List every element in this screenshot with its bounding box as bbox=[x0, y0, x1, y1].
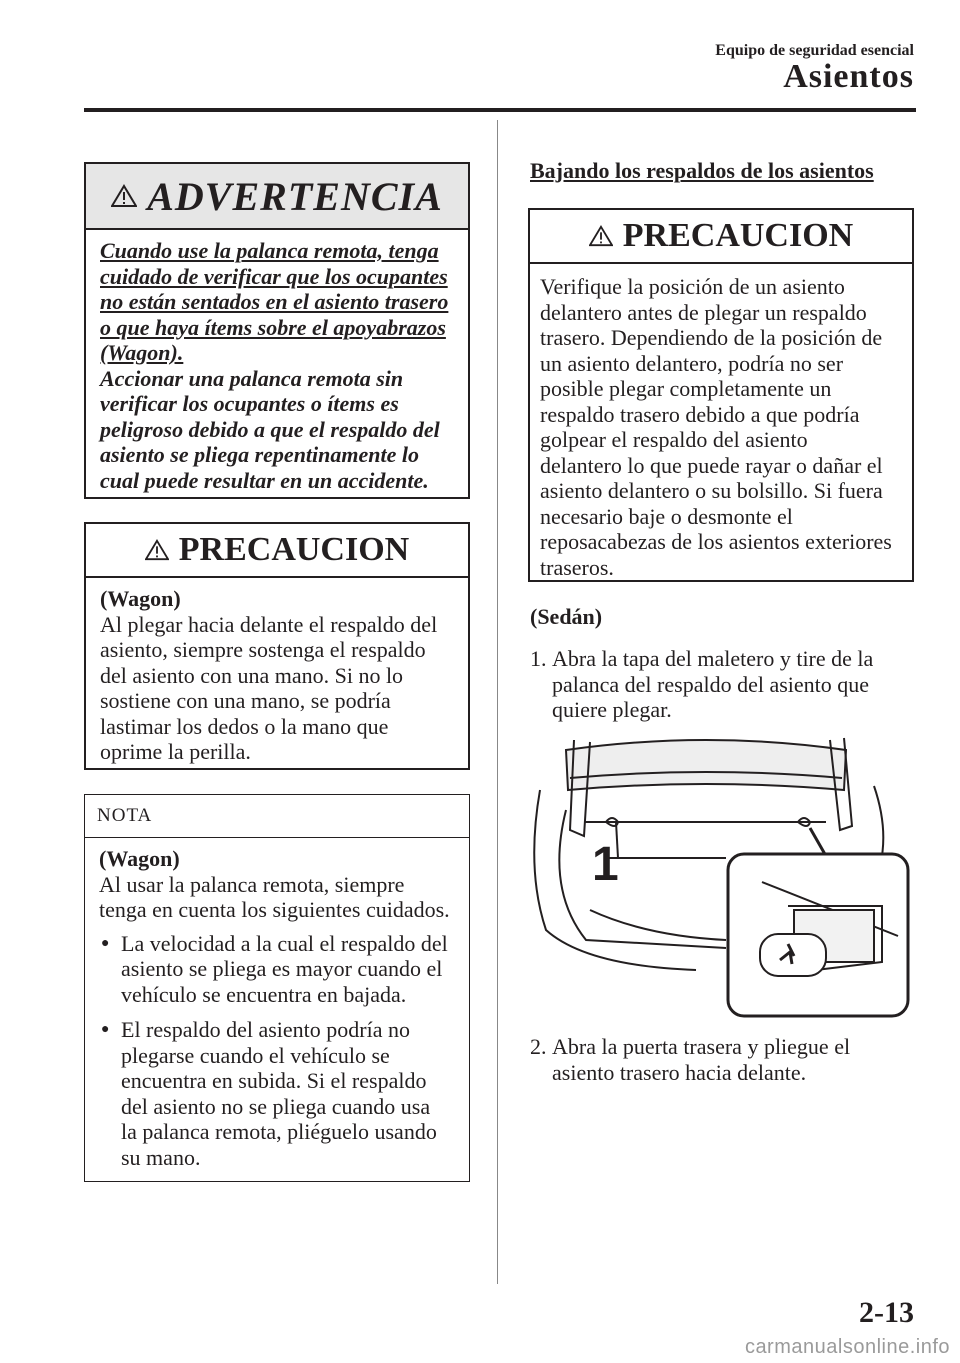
note-line: Al usar la palanca remota, siempre bbox=[99, 871, 405, 897]
warning-line: asiento se pliega repentinamente lo bbox=[100, 442, 419, 467]
caution-line: sostiene con una mano, se podría bbox=[100, 688, 391, 713]
caution-box-seat bbox=[528, 208, 914, 582]
caution-line: reposacabezas de los asientos exteriores bbox=[540, 529, 892, 554]
note-body bbox=[85, 838, 469, 1192]
caution-line: necesario baje o desmonte el bbox=[540, 503, 793, 529]
note-box bbox=[84, 794, 470, 1182]
step-line: quiere plegar. bbox=[552, 697, 672, 722]
caution-body bbox=[86, 578, 468, 777]
section-title: Bajando los respaldos de los asientos bbox=[530, 158, 874, 183]
note-bullet-line: la palanca remota, pliéguelo usando bbox=[121, 1119, 437, 1144]
caution-line: trasero. Dependiendo de la posición de bbox=[540, 325, 883, 350]
caution-subtitle: (Wagon) bbox=[100, 586, 181, 611]
column-divider bbox=[497, 120, 498, 1284]
sedan-label: (Sedán) bbox=[530, 604, 603, 629]
caution-line: delantero lo que puede rayar o dañar el bbox=[540, 452, 883, 478]
note-bullet-line: su mano. bbox=[121, 1144, 201, 1170]
caution-title: PRECAUCION bbox=[178, 531, 410, 568]
caution-title: PRECAUCION bbox=[622, 217, 854, 254]
note-bullet-line: ● La velocidad a la cual el respaldo del bbox=[121, 930, 448, 956]
list-item bbox=[99, 1017, 457, 1170]
caution-line: delantero antes de plegar un respaldo bbox=[540, 299, 867, 325]
note-subtitle: (Wagon) bbox=[99, 846, 180, 871]
note-bullet-line: asiento se pliega es mayor cuando el bbox=[121, 956, 443, 981]
warning-line: o que haya ítems sobre el apoyabrazos bbox=[100, 314, 446, 340]
watermark: carmanualsonline.info bbox=[744, 1336, 950, 1358]
caution-line: oprime la perilla. bbox=[100, 739, 251, 764]
caution-line: lastimar los dedos o la mano que bbox=[100, 713, 389, 739]
warning-header bbox=[86, 164, 468, 230]
caution-line: posible plegar completamente un bbox=[540, 376, 832, 401]
caution-line: asiento delantero o su bolsillo. Si fuera bbox=[540, 478, 883, 503]
header-rule bbox=[84, 108, 916, 112]
warning-line: Accionar una palanca remota sin bbox=[100, 365, 404, 391]
caution-box-wagon bbox=[84, 522, 470, 770]
header-section: Equipo de seguridad esencial bbox=[715, 42, 914, 59]
warning-line: cual puede resultar en un accidente. bbox=[100, 467, 429, 493]
step-number: 2. bbox=[530, 1034, 547, 1059]
caution-line: Verifique la posición de un asiento bbox=[540, 274, 845, 299]
warning-line: (Wagon). bbox=[100, 340, 184, 365]
note-bullet-line: ● El respaldo del asiento podría no bbox=[121, 1017, 410, 1042]
caution-line: golpear el respaldo del asiento bbox=[540, 427, 808, 452]
warning-line: Cuando use la palanca remota, tenga bbox=[100, 238, 439, 263]
note-bullet-line: del asiento no se pliega cuando usa bbox=[121, 1093, 431, 1119]
note-header bbox=[85, 795, 469, 838]
step-line: Abra la tapa del maletero y tire de la bbox=[552, 646, 874, 671]
list-item bbox=[99, 931, 457, 1008]
step-line: Abra la puerta trasera y pliegue el bbox=[552, 1034, 851, 1059]
step-2 bbox=[530, 1034, 850, 1085]
warning-line: no están sentados en el asiento trasero bbox=[100, 289, 449, 314]
page-title: Asientos bbox=[783, 58, 914, 95]
warning-box bbox=[84, 162, 470, 499]
note-bullet-line: encuentra en subida. Si el respaldo bbox=[121, 1068, 427, 1093]
warning-title: ADVERTENCIA bbox=[147, 173, 443, 219]
caution-line: asiento, siempre sostenga el respaldo bbox=[100, 637, 426, 662]
step-1 bbox=[530, 646, 873, 723]
caution-line: un asiento delantero, podría no ser bbox=[540, 350, 844, 376]
caution-line: del asiento con una mano. Si no lo bbox=[100, 662, 404, 688]
caution-line: traseros. bbox=[540, 554, 614, 580]
step-number: 1. bbox=[530, 646, 547, 671]
caution-body bbox=[530, 264, 912, 592]
page-number: 2-13 bbox=[859, 1296, 914, 1329]
caution-header bbox=[530, 210, 912, 264]
caution-line: Al plegar hacia delante el respaldo del bbox=[100, 611, 438, 637]
warning-body bbox=[86, 230, 468, 505]
caution-line: respaldo trasero debido a que podría bbox=[540, 401, 860, 427]
note-bullet-list bbox=[99, 931, 457, 1171]
note-bullet-line: vehículo se encuentra en bajada. bbox=[121, 981, 407, 1007]
warning-triangle-icon bbox=[111, 184, 137, 208]
caution-header bbox=[86, 524, 468, 578]
step-line: palanca del respaldo del asiento que bbox=[552, 671, 870, 697]
trunk-illustration bbox=[526, 730, 912, 1020]
warning-line: peligroso debido a que el respaldo del bbox=[100, 416, 440, 442]
note-bullet-line: plegarse cuando el vehículo se bbox=[121, 1042, 390, 1068]
warning-triangle-icon bbox=[589, 225, 613, 247]
note-title: NOTA bbox=[97, 805, 153, 826]
figure-callout-number: 1 bbox=[592, 838, 619, 891]
step-line: asiento trasero hacia delante. bbox=[552, 1059, 807, 1085]
warning-line: cuidado de verificar que los ocupantes bbox=[100, 263, 448, 289]
warning-line: verificar los ocupantes o ítems es bbox=[100, 391, 399, 416]
warning-triangle-icon bbox=[145, 539, 169, 561]
note-line: tenga en cuenta los siguientes cuidados. bbox=[99, 897, 450, 922]
